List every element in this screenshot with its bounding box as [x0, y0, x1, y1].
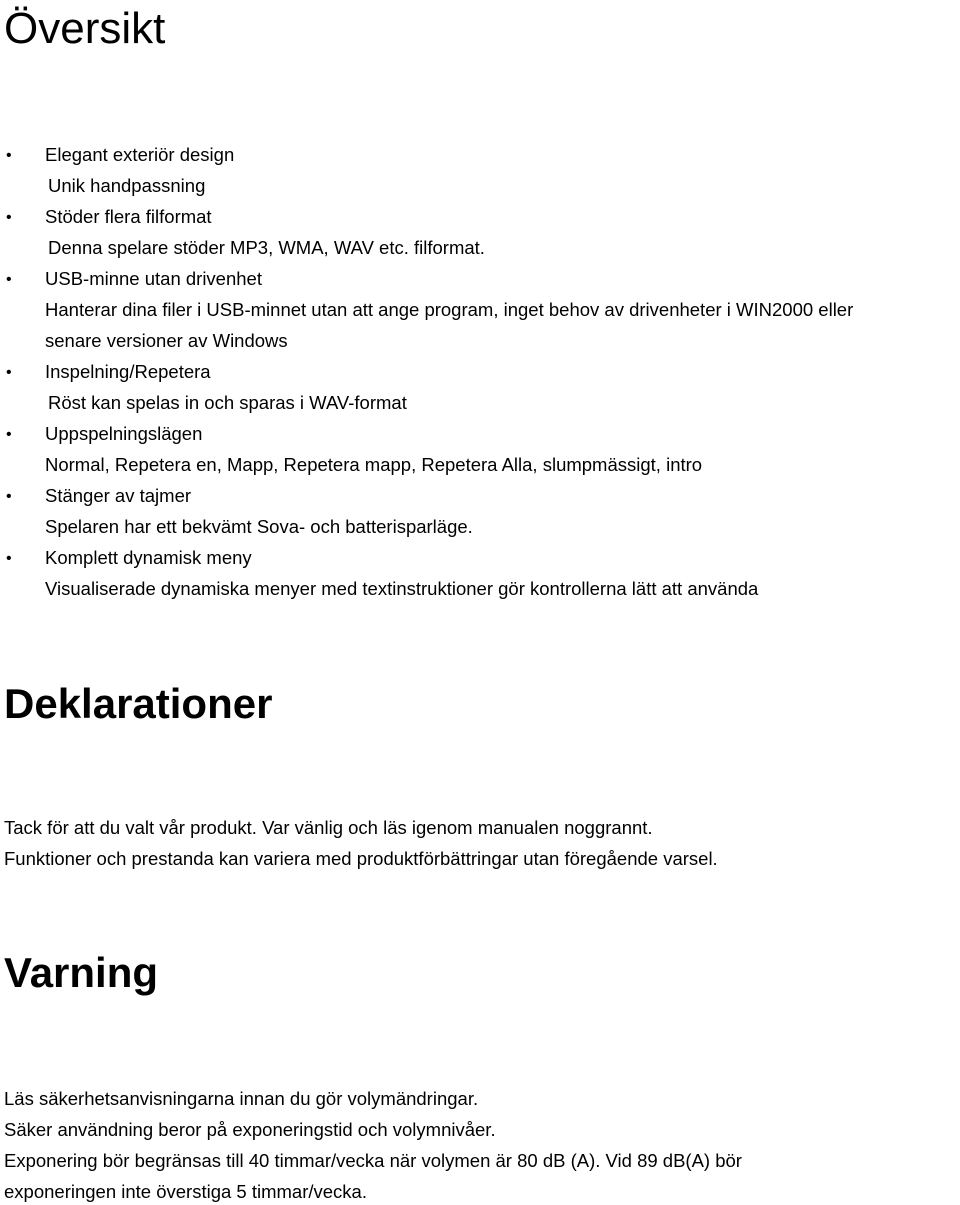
bullet-icon: •	[6, 209, 12, 226]
feature-title: Elegant exteriör design	[45, 144, 235, 165]
feature-title: Komplett dynamisk meny	[45, 547, 252, 568]
feature-description: senare versioner av Windows	[45, 330, 288, 351]
warning-line: Exponering bör begränsas till 40 timmar/vecka när volymen är 80 dB (A). Vid 89 dB(A) bör	[4, 1150, 742, 1171]
feature-description: Normal, Repetera en, Mapp, Repetera mapp, Repetera Alla, slumpmässigt, intro	[45, 454, 703, 475]
bullet-icon: •	[6, 271, 12, 288]
bullet-icon: •	[6, 364, 12, 381]
bullet-icon: •	[6, 550, 12, 567]
feature-title: Stänger av tajmer	[45, 485, 192, 506]
feature-title: Uppspelningslägen	[45, 423, 203, 444]
declaration-line: Tack för att du valt vår produkt. Var vänlig och läs igenom manualen noggrannt.	[4, 817, 653, 838]
feature-description: Hanterar dina filer i USB-minnet utan att ange program, inget behov av drivenheter i WIN2000 eller	[45, 299, 854, 320]
feature-description: Visualiserade dynamiska menyer med textinstruktioner gör kontrollerna lätt att använda	[45, 578, 759, 599]
feature-title: Inspelning/Repetera	[45, 361, 211, 382]
warning-line: Läs säkerhetsanvisningarna innan du gör volymändringar.	[4, 1088, 479, 1109]
feature-title: USB-minne utan drivenhet	[45, 268, 262, 289]
feature-description: Spelaren har ett bekvämt Sova- och batterisparläge.	[45, 516, 473, 537]
bullet-icon: •	[6, 488, 12, 505]
feature-description: Röst kan spelas in och sparas i WAV-format	[48, 392, 407, 413]
declarations-heading: Deklarationer	[4, 680, 273, 727]
feature-title: Stöder flera filformat	[45, 206, 212, 227]
feature-description: Denna spelare stöder MP3, WMA, WAV etc. filformat.	[48, 237, 485, 258]
feature-description: Unik handpassning	[48, 175, 206, 196]
overview-heading: Översikt	[4, 4, 166, 53]
bullet-icon: •	[6, 426, 12, 443]
bullet-icon: •	[6, 147, 12, 164]
declaration-line: Funktioner och prestanda kan variera med produktförbättringar utan föregående varsel.	[4, 848, 718, 869]
warning-heading: Varning	[4, 949, 159, 996]
warning-line: Säker användning beror på exponeringstid och volymnivåer.	[4, 1119, 496, 1140]
warning-line: exponeringen inte överstiga 5 timmar/vecka.	[4, 1181, 367, 1202]
